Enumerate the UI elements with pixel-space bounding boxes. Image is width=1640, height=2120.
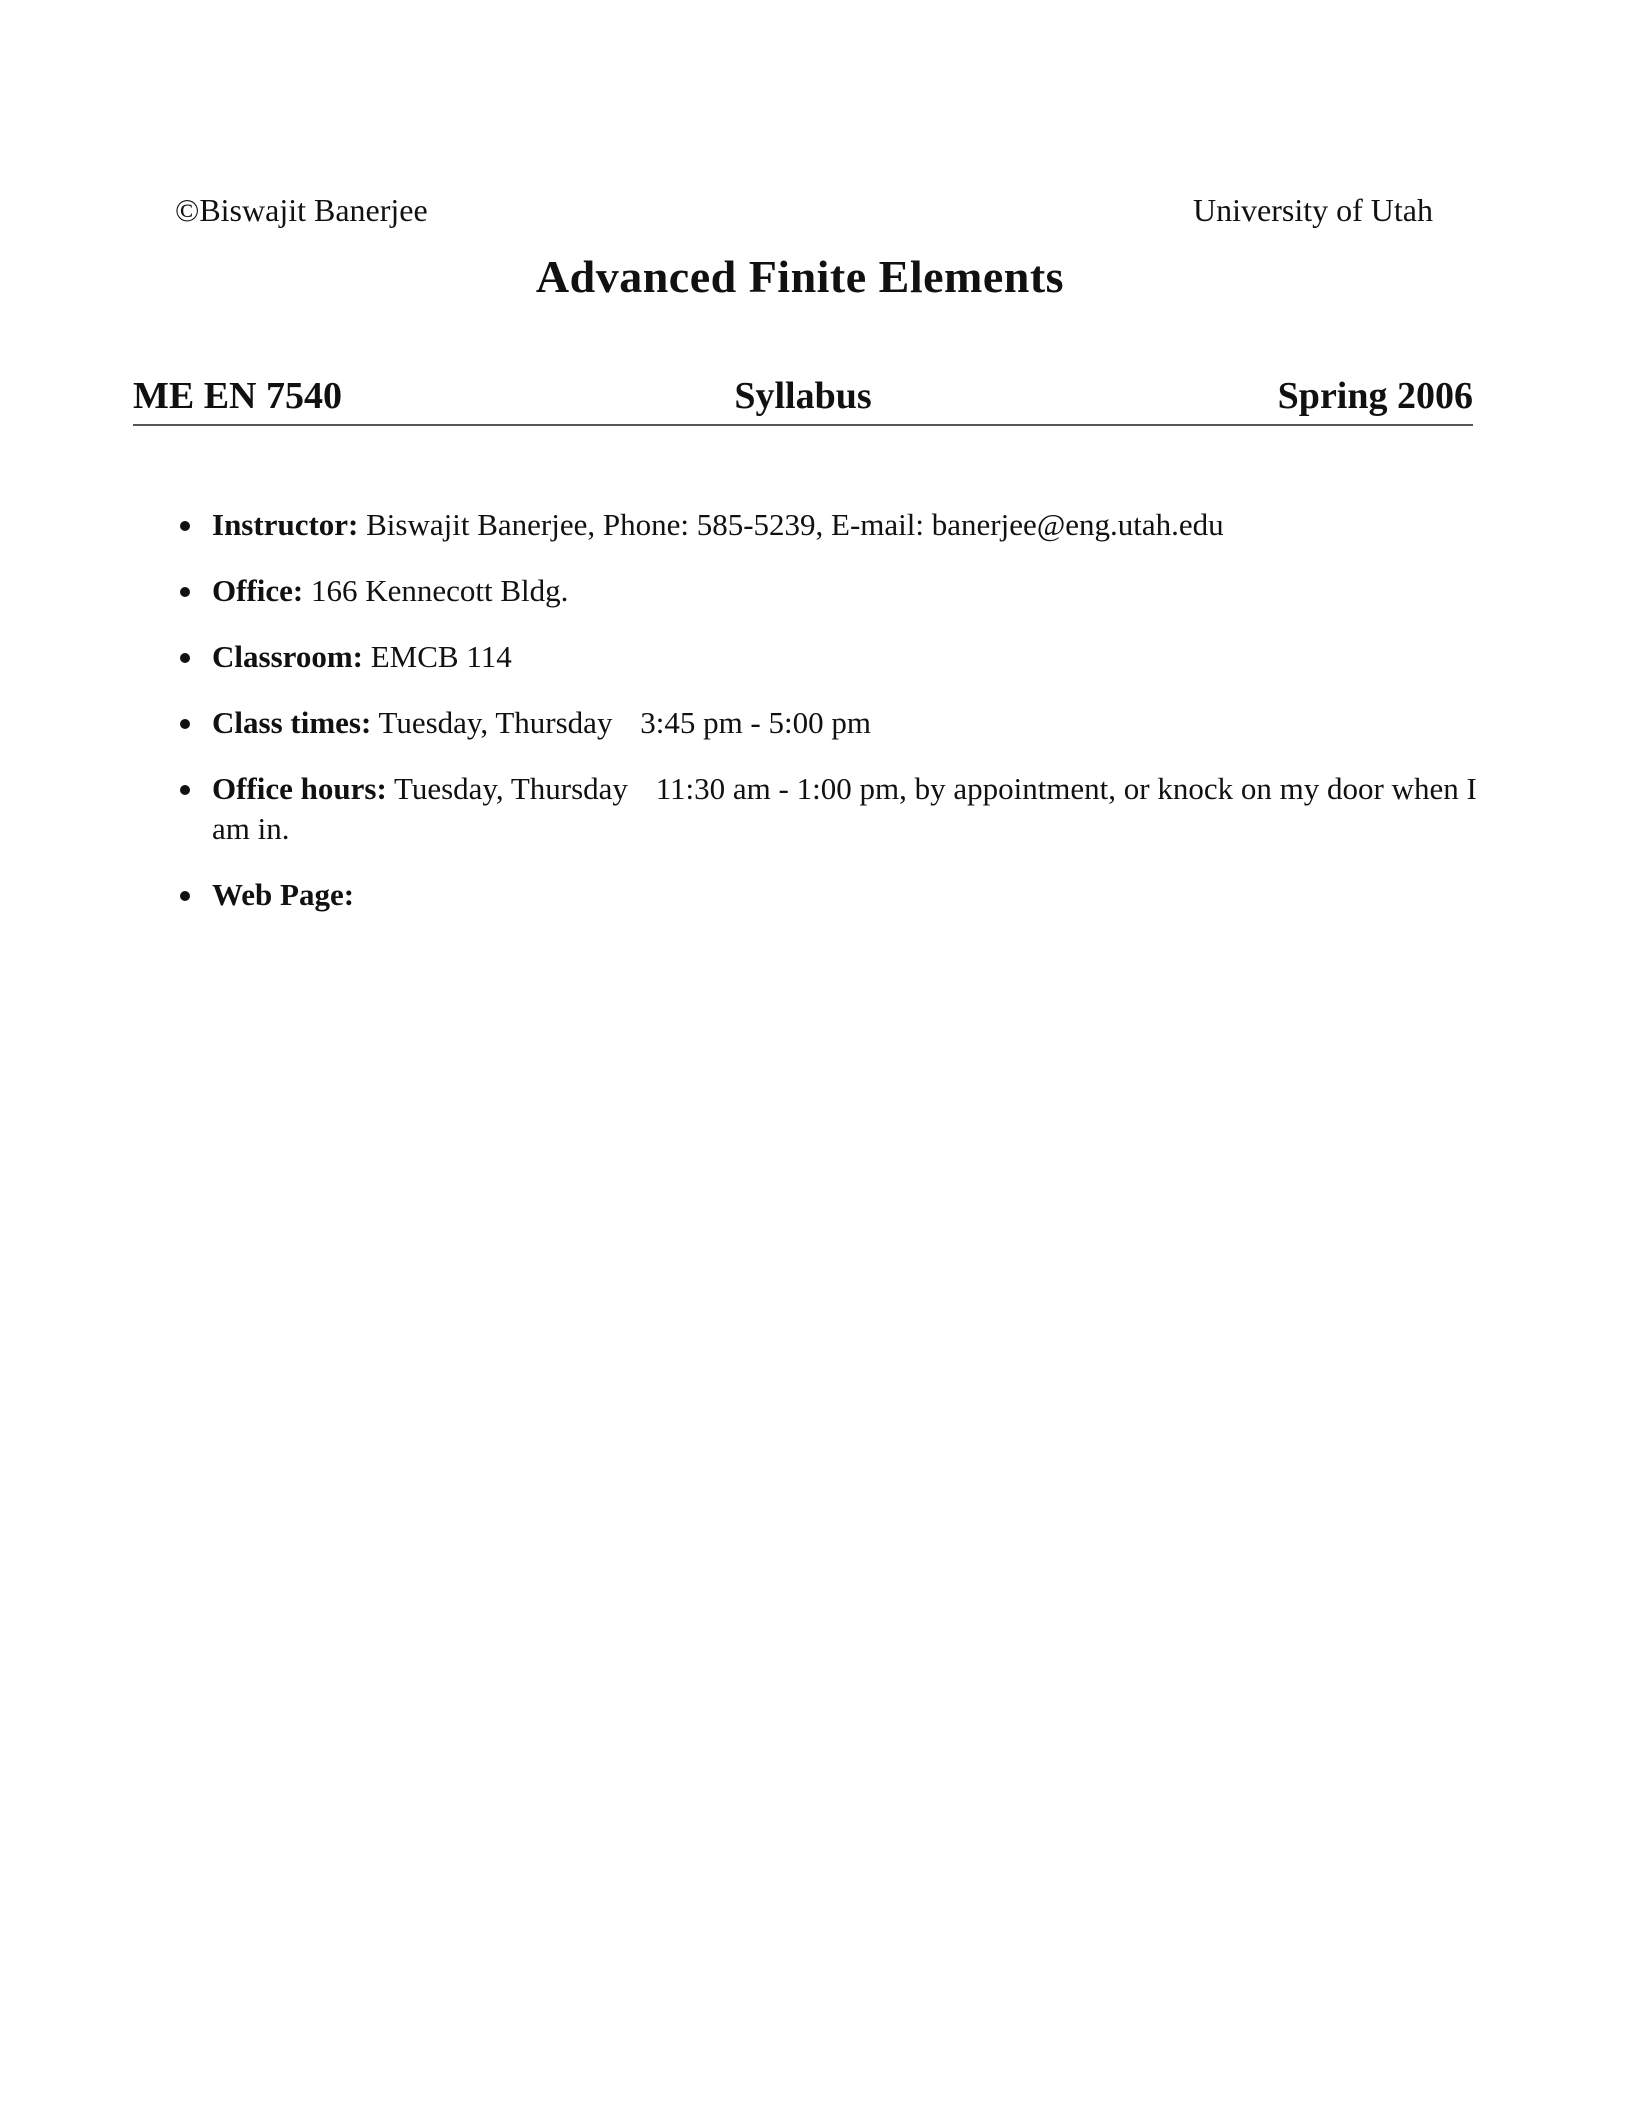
document-type: Syllabus — [734, 375, 872, 417]
item-label: Web Page: — [212, 877, 355, 912]
bullet-icon — [180, 719, 190, 729]
item-value: 166 Kennecott Bldg. — [310, 573, 569, 608]
bullet-icon — [180, 521, 190, 531]
item-label: Instructor: — [212, 507, 359, 542]
item-time: 3:45 pm - 5:00 pm — [640, 705, 871, 740]
list-item-web-page — [180, 875, 1480, 915]
list-item-classroom — [180, 637, 1480, 677]
list-item-office — [180, 571, 1480, 611]
list-item-class-times — [180, 703, 1480, 743]
list-item-office-hours — [180, 769, 1480, 849]
bullet-icon — [180, 587, 190, 597]
bullet-icon — [180, 785, 190, 795]
bullet-icon — [180, 653, 190, 663]
item-label: Office: — [212, 573, 304, 608]
item-days: Tuesday, Thursday — [393, 771, 628, 806]
institution-name: University of Utah — [1193, 192, 1433, 228]
list-item-instructor — [180, 505, 1480, 545]
copyright-notice: ©Biswajit Banerjee — [175, 192, 428, 228]
item-label: Office hours: — [212, 771, 387, 806]
item-label: Class times: — [212, 705, 372, 740]
term-label: Spring 2006 — [1277, 375, 1473, 417]
bullet-icon — [180, 891, 190, 901]
item-days: Tuesday, Thursday — [378, 705, 613, 740]
item-value: EMCB 114 — [370, 639, 512, 674]
course-number: ME EN 7540 — [133, 375, 342, 417]
item-time: 11:30 am - 1:00 pm, by appointment, or knock on my door when I am in. — [212, 771, 1477, 846]
page-title: Advanced Finite Elements — [535, 251, 1065, 302]
item-value: Biswajit Banerjee, Phone: 585-5239, E-mail: banerjee@eng.utah.edu — [366, 507, 1224, 542]
syllabus-info-list — [180, 505, 1480, 941]
item-label: Classroom: — [212, 639, 363, 674]
course-header-bar — [133, 372, 1473, 426]
